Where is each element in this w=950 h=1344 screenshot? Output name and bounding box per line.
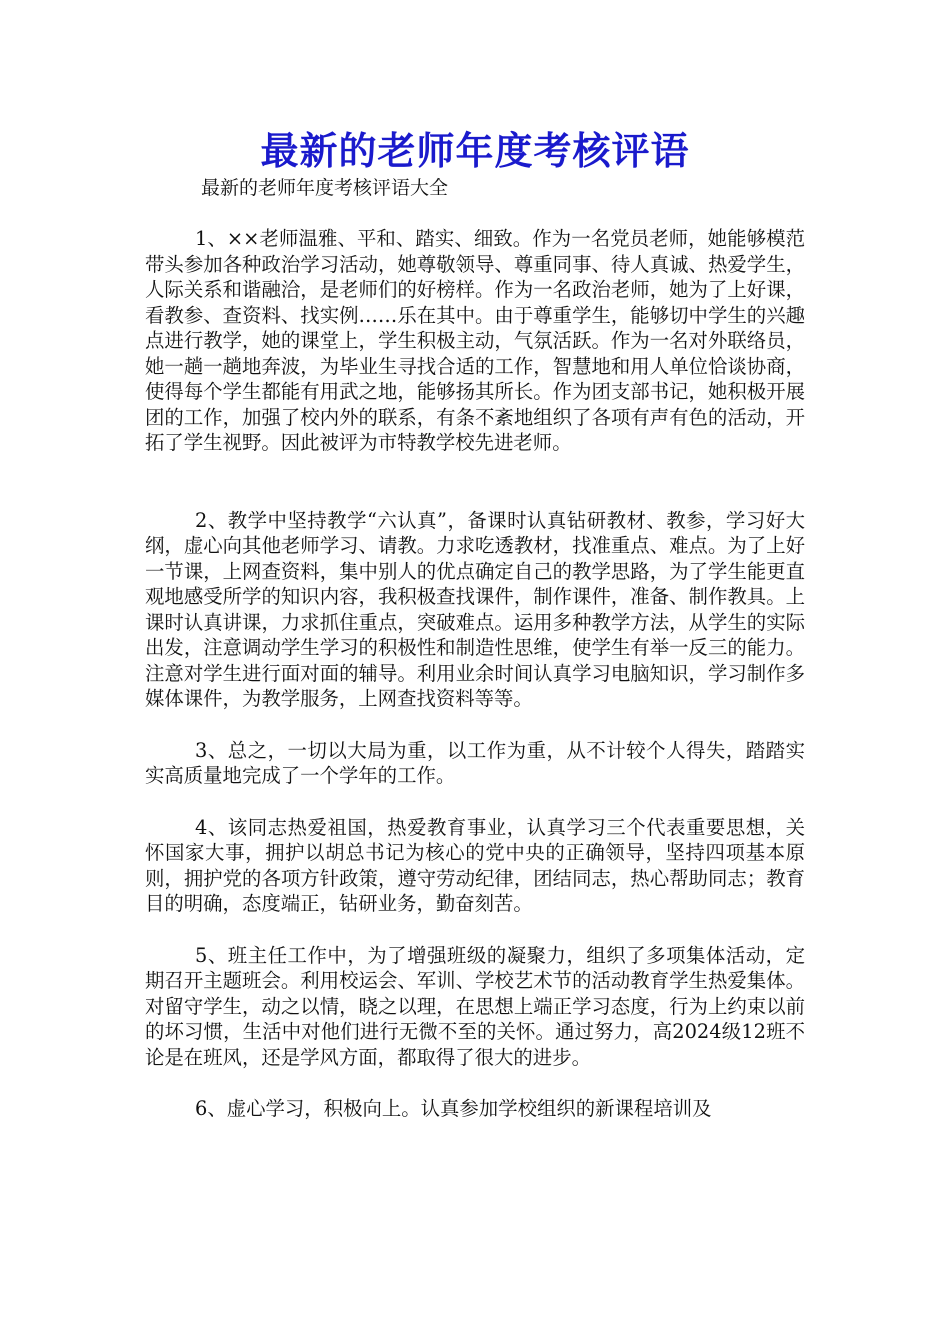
paragraph-5: 5、班主任工作中，为了增强班级的凝聚力，组织了多项集体活动，定期召开主题班会。利用校运会、军训、学校艺术节的活动教育学生热爱集体。对留守学生，动之以情，晓之以理，在思想上端正学习态度，行为上约束以前的坏习惯，生活中对他们进行无微不至的关怀。通过努力，高2024级12班不论是在班风，还是学风方面，都取得了很大的进步。	[145, 943, 805, 1069]
document-subtitle: 最新的老师年度考核评语大全	[201, 177, 449, 199]
paragraph-4: 4、该同志热爱祖国，热爱教育事业，认真学习三个代表重要思想，关怀国家大事，拥护以胡总书记为核心的党中央的正确领导，坚持四项基本原则，拥护党的各项方针政策，遵守劳动纪律，团结同志，热心帮助同志；教育目的明确，态度端正，钻研业务，勤奋刻苦。	[145, 815, 805, 915]
paragraph-6: 6、虚心学习，积极向上。认真参加学校组织的新课程培训及	[195, 1097, 712, 1120]
document-page	[145, 128, 805, 1148]
document-title: 最新的老师年度考核评语	[260, 129, 690, 173]
paragraph-1: 1、××老师温雅、平和、踏实、细致。作为一名党员老师，她能够模范带头参加各种政治学习活动，她尊敬领导、尊重同事、待人真诚、热爱学生，人际关系和谐融洽，是老师们的好榜样。作为一名政治老师，她为了上好课，看教参、查资料、找实例……乐在其中。由于尊重学生，能够切中学生的兴趣点进行教学，她的课堂上，学生积极主动，气氛活跃。作为一名对外联络员，她一趟一趟地奔波，为毕业生寻找合适的工作，智慧地和用人单位恰谈协商，使得每个学生都能有用武之地，能够扬其所长。作为团支部书记，她积极开展团的工作，加强了校内外的联系，有条不紊地组织了各项有声有色的活动，开拓了学生视野。因此被评为市特教学校先进老师。	[145, 227, 805, 454]
document-body	[145, 226, 805, 1122]
paragraph-2: 2、教学中坚持教学“六认真”，备课时认真钻研教材、教参，学习好大纲，虚心向其他老师学习、请教。力求吃透教材，找准重点、难点。为了上好一节课，上网查资料，集中别人的优点确定自己的教学思路，为了学生能更直观地感受所学的知识内容，我积极查找课件，制作课件，准备、制作教具。上课时认真讲课，力求抓住重点，突破难点。运用多种教学方法，从学生的实际出发，注意调动学生学习的积极性和制造性思维，使学生有举一反三的能力。注意对学生进行面对面的辅导。利用业余时间认真学习电脑知识，学习制作多媒体课件，为教学服务，上网查找资料等等。	[145, 508, 805, 710]
paragraph-3: 3、总之，一切以大局为重，以工作为重，从不计较个人得失，踏踏实实高质量地完成了一个学年的工作。	[145, 738, 805, 787]
